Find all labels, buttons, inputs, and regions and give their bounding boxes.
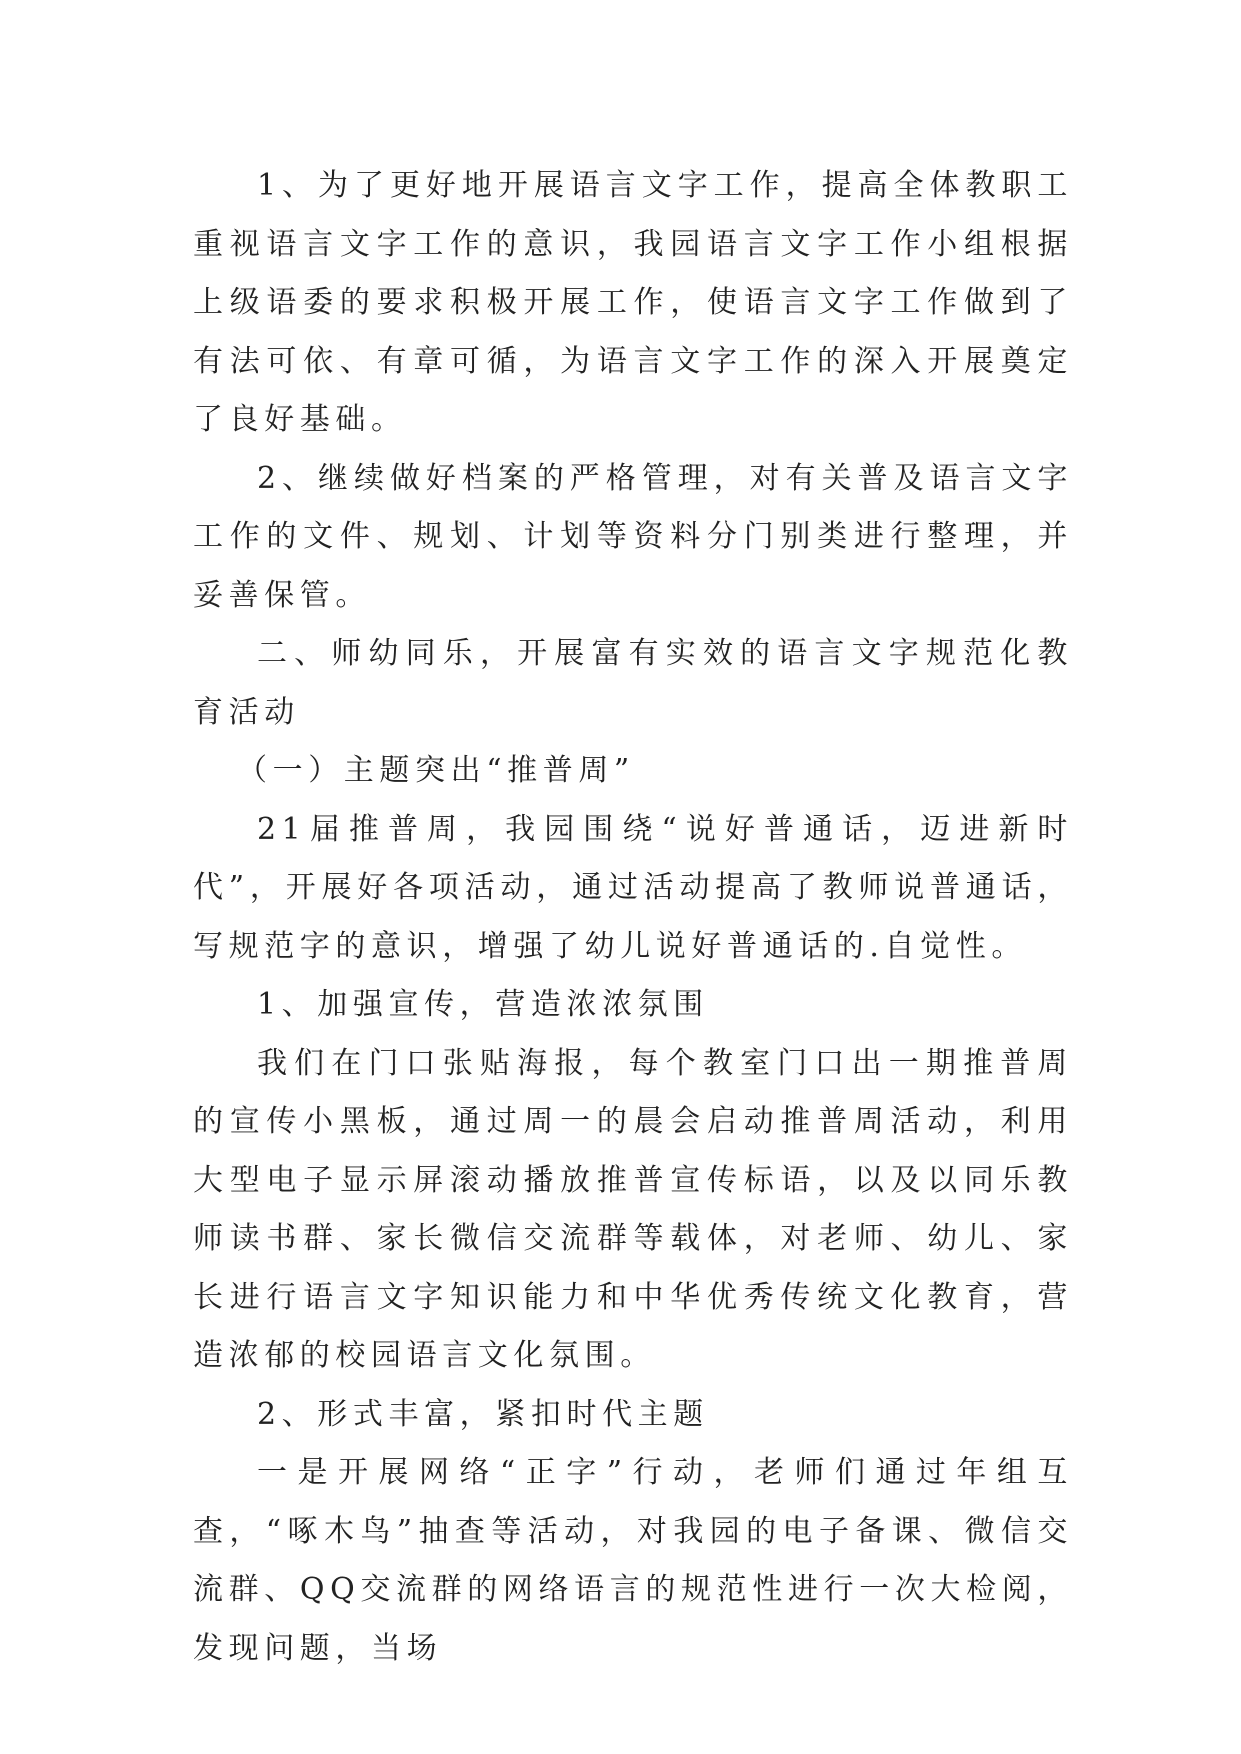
paragraph-5: 一是开展网络“正字”行动，老师们通过年组互查，“啄木鸟”抽查等活动，对我园的电子备课、微信交流群、QQ交流群的网络语言的规范性进行一次大检阅，发现问题，当场 [193, 1455, 1073, 1666]
section-heading-2: 二、师幼同乐，开展富有实效的语言文字规范化教育活动 [193, 636, 1073, 730]
paragraph-2: 2、继续做好档案的严格管理，对有关普及语言文字工作的文件、规划、计划等资料分门别类进行整理，并妥善保管。 [193, 460, 1073, 613]
paragraph-1: 1、为了更好地开展语言文字工作，提高全体教职工重视语言文字工作的意识，我园语言文字工作小组根据上级语委的要求积极开展工作，使语言文字工作做到了有法可依、有章可循，为语言文字工作的深入开展奠定了良好基础。 [193, 168, 1073, 437]
paragraph-3: 21届推普周，我园围绕“说好普通话，迈进新时代”，开展好各项活动，通过活动提高了教师说普通话，写规范字的意识，增强了幼儿说好普通话的.自觉性。 [193, 811, 1073, 964]
item-heading-2: 2、形式丰富，紧扣时代主题 [257, 1396, 709, 1432]
subsection-heading-1: （一）主题突出“推普周” [237, 753, 635, 788]
document-body [193, 157, 1073, 1678]
paragraph-4: 我们在门口张贴海报，每个教室门口出一期推普周的宣传小黑板，通过周一的晨会启动推普周活动，利用大型电子显示屏滚动播放推普宣传标语，以及以同乐教师读书群、家长微信交流群等载体，对老师、幼儿、家长进行语言文字知识能力和中华优秀传统文化教育，营造浓郁的校园语言文化氛围。 [193, 1045, 1073, 1373]
item-heading-1: 1、加强宣传，营造浓浓氛围 [257, 987, 709, 1022]
